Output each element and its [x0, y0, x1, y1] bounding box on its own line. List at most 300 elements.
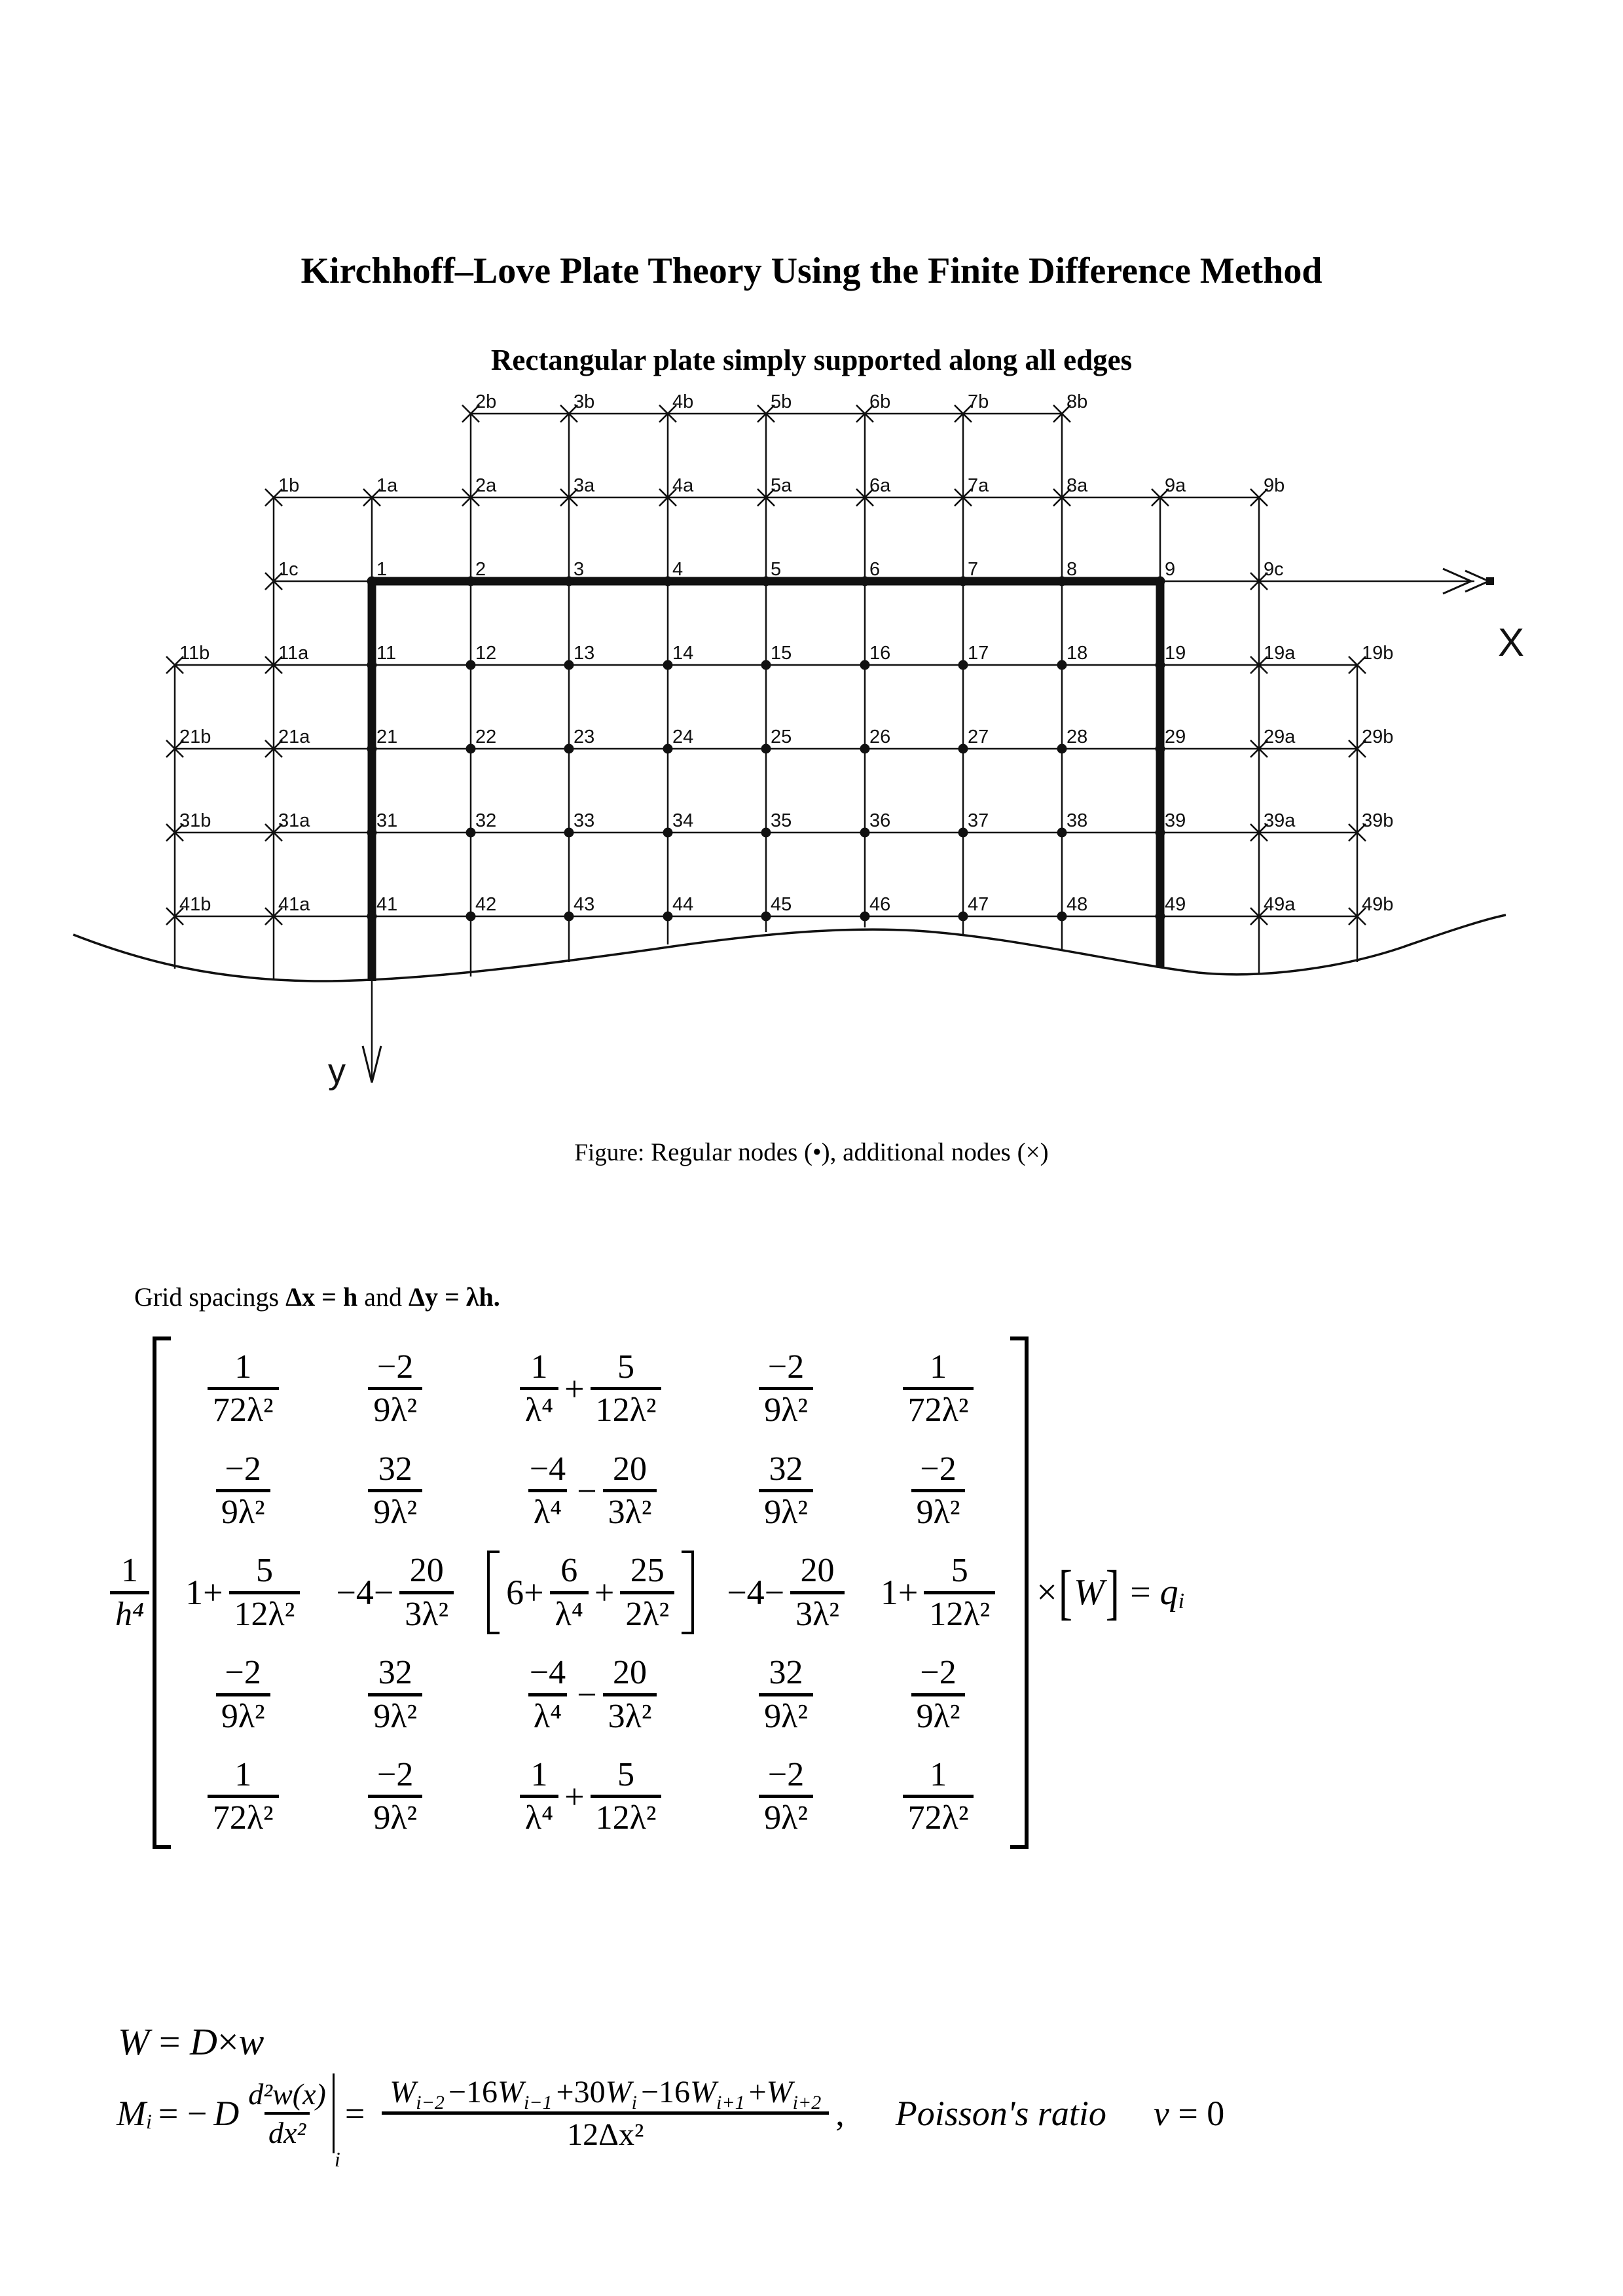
moment-symbol: M	[117, 2094, 146, 2134]
fraction-denominator: 72λ²	[208, 1795, 279, 1838]
regular-node-dot-marker	[958, 660, 968, 670]
node-label: 19a	[1264, 643, 1296, 664]
node-label: 33	[574, 810, 595, 831]
page-title: Kirchhoff–Love Plate Theory Using the Finite Difference Method	[301, 251, 1322, 291]
matrix-fraction	[399, 1551, 454, 1634]
fraction-denominator: 9λ²	[759, 1387, 813, 1430]
poisson-ratio-label: Poisson's ratio	[895, 2094, 1106, 2134]
matrix-fraction	[520, 1347, 558, 1431]
w-term: W	[390, 2075, 416, 2109]
fraction-numerator: 25	[630, 1552, 665, 1590]
matrix-cell	[900, 1347, 977, 1431]
fraction-denominator: λ⁴	[528, 1489, 567, 1532]
fraction-numerator: 5	[617, 1755, 635, 1793]
matrix-term-text: −4−	[727, 1573, 785, 1613]
fraction-denominator: 3λ²	[603, 1693, 657, 1736]
node-label: 7a	[968, 475, 989, 496]
node-label: 8a	[1067, 475, 1088, 496]
fraction-numerator: −2	[225, 1654, 261, 1692]
fraction-denominator: 9λ²	[759, 1693, 813, 1736]
matrix-cell	[521, 1653, 661, 1736]
regular-node-dot-marker	[1156, 660, 1165, 670]
regular-node-dot-marker	[958, 577, 968, 586]
matrix-cell	[908, 1449, 969, 1533]
matrix-fraction	[208, 1347, 279, 1431]
load-subscript: i	[1178, 1589, 1185, 1614]
fraction-numerator: 32	[378, 1654, 412, 1692]
w-equals: =	[149, 2020, 191, 2063]
matrix-fraction	[759, 1755, 813, 1839]
fraction-denominator: λ⁴	[528, 1693, 567, 1736]
node-label: 1b	[278, 475, 300, 496]
node-label: 4	[672, 559, 684, 580]
matrix-cell	[365, 1347, 426, 1431]
matrix-term-text: 1+	[880, 1573, 919, 1613]
regular-node-dot-marker	[1057, 912, 1067, 922]
matrix-cell	[878, 1551, 998, 1634]
fraction-numerator: −2	[767, 1348, 805, 1386]
matrix-fraction	[903, 1755, 974, 1839]
matrix-fraction	[759, 1347, 813, 1431]
regular-node-dot-marker	[1156, 744, 1165, 754]
fraction-numerator: 32	[769, 1450, 803, 1488]
fraction-denominator: 9λ²	[368, 1795, 422, 1838]
grid-spacing-dx: Δx = h	[285, 1282, 358, 1312]
fraction-denominator: 9λ²	[216, 1693, 270, 1736]
node-label: 9c	[1264, 559, 1284, 580]
fraction-denominator: 9λ²	[759, 1795, 813, 1838]
matrix-cell	[756, 1755, 816, 1839]
regular-node-dot-marker	[1057, 577, 1067, 586]
matrix-term-text: −	[577, 1675, 597, 1715]
w-term: W	[497, 2075, 524, 2109]
matrix-cell	[204, 1347, 282, 1431]
x-axis-tip	[1486, 577, 1494, 585]
node-label: 42	[475, 894, 497, 915]
matrix-cell	[517, 1755, 665, 1839]
regular-node-dot-marker	[761, 577, 771, 586]
node-label: 26	[869, 726, 891, 747]
w-term: W	[766, 2075, 793, 2109]
matrix-term-text: −4−	[336, 1573, 394, 1613]
regular-node-dot-marker	[860, 828, 870, 838]
w-term: W	[690, 2075, 716, 2109]
matrix-term-text: 1+	[185, 1573, 223, 1613]
node-label: 29	[1165, 726, 1186, 747]
matrix-fraction	[550, 1551, 589, 1634]
nu-value: = 0	[1169, 2094, 1225, 2134]
w-term: W	[605, 2075, 632, 2109]
moment-equals2: =	[344, 2094, 365, 2134]
w-cap: W	[118, 2020, 150, 2063]
fraction-numerator: 1	[930, 1755, 947, 1793]
node-label: 15	[771, 643, 792, 664]
regular-node-dot-marker	[860, 744, 870, 754]
node-label: 39a	[1264, 810, 1296, 831]
inner-left-bracket	[487, 1551, 500, 1634]
difference-fraction	[382, 2073, 829, 2153]
node-label: 19b	[1362, 643, 1394, 664]
node-label: 44	[672, 894, 694, 915]
fraction-denominator: 9λ²	[911, 1693, 966, 1736]
load-symbol: q	[1159, 1572, 1178, 1613]
node-label: 48	[1067, 894, 1088, 915]
node-label: 14	[672, 643, 694, 664]
node-label: 43	[574, 894, 595, 915]
node-label: 8	[1067, 559, 1078, 580]
fraction-numerator: 1	[234, 1755, 252, 1793]
regular-node-dot-marker	[761, 744, 771, 754]
matrix-fraction	[911, 1653, 966, 1736]
regular-node-dot-marker	[367, 912, 377, 922]
regular-node-dot-marker	[466, 744, 476, 754]
matrix-cell	[756, 1449, 816, 1533]
fraction-denominator: 72λ²	[903, 1795, 974, 1838]
node-label: 7b	[968, 391, 989, 412]
matrix-cell	[213, 1449, 274, 1533]
y-axis-label: y	[328, 1052, 346, 1091]
matrix-fraction	[524, 1653, 571, 1736]
fraction-numerator: −2	[767, 1755, 805, 1793]
matrix-fraction	[368, 1653, 422, 1736]
matrix-fraction	[591, 1347, 662, 1431]
node-label: 1c	[278, 559, 299, 580]
matrix-cell	[756, 1347, 816, 1431]
fraction-numerator: 1	[234, 1348, 252, 1386]
node-label: 5b	[771, 391, 792, 412]
fraction-numerator: 5	[255, 1552, 273, 1590]
fraction-numerator: −2	[377, 1755, 414, 1793]
w-open-bracket: [	[1058, 1558, 1073, 1626]
matrix-term-text: +	[564, 1369, 585, 1408]
regular-node-dot-marker	[860, 660, 870, 670]
fraction-numerator: 32	[769, 1654, 803, 1692]
plate-break-wave	[73, 915, 1506, 981]
matrix-fraction	[524, 1449, 571, 1533]
node-label: 4b	[672, 391, 694, 412]
node-label: 5	[771, 559, 782, 580]
fraction-denominator: 9λ²	[759, 1489, 813, 1532]
node-label: 7	[968, 559, 979, 580]
node-label: 37	[968, 810, 989, 831]
w-term-subscript: i	[631, 2092, 637, 2113]
node-label: 4a	[672, 475, 694, 496]
node-label: 8b	[1067, 391, 1088, 412]
matrix-fraction	[520, 1755, 558, 1839]
regular-node-dot-marker	[466, 660, 476, 670]
matrix-fraction	[790, 1551, 845, 1634]
matrix-cell	[517, 1347, 665, 1431]
matrix-fraction	[603, 1653, 657, 1736]
difference-coefficient: +30	[556, 2075, 606, 2109]
matrix-fraction	[603, 1449, 657, 1533]
regular-node-dot-marker	[958, 828, 968, 838]
matrix-equation	[107, 1336, 1184, 1849]
matrix-cell	[487, 1551, 694, 1634]
figure-caption	[0, 1138, 1623, 1167]
figure-caption-text: Regular nodes (•), additional nodes (×)	[644, 1138, 1049, 1166]
regular-node-dot-marker	[1057, 660, 1067, 670]
derivative-denominator: dx²	[264, 2112, 310, 2151]
fraction-numerator: −4	[529, 1654, 566, 1692]
difference-coefficient: −16	[448, 2075, 498, 2109]
figure-caption-label: Figure:	[574, 1139, 645, 1166]
fraction-numerator: 32	[378, 1450, 412, 1488]
difference-coefficient: −16	[640, 2075, 691, 2109]
matrix-cell	[183, 1551, 303, 1634]
matrix-cell	[724, 1551, 848, 1634]
regular-node-dot-marker	[1057, 744, 1067, 754]
matrix-fraction	[229, 1551, 301, 1634]
difference-denominator: 12Δx²	[382, 2111, 829, 2154]
node-label: 2b	[475, 391, 497, 412]
matrix-cell	[213, 1653, 274, 1736]
regular-node-dot-marker	[466, 828, 476, 838]
node-label: 6	[869, 559, 881, 580]
node-label: 3a	[574, 475, 595, 496]
node-label: 25	[771, 726, 792, 747]
derivative-fraction	[244, 2076, 330, 2151]
matrix-cell	[365, 1653, 426, 1736]
moment-subscript: i	[145, 2109, 152, 2133]
grid-spacing-and: and	[357, 1282, 409, 1312]
regular-node-dot-marker	[958, 912, 968, 922]
fraction-numerator: 5	[617, 1348, 635, 1386]
node-label: 19	[1165, 643, 1186, 664]
nu-symbol: ν	[1153, 2094, 1169, 2134]
coefficient-matrix	[171, 1336, 1010, 1849]
times-sign: ×	[1036, 1572, 1057, 1613]
evaluation-bar	[333, 2073, 340, 2172]
grid-spacing-note	[134, 1282, 500, 1312]
matrix-fraction	[368, 1347, 422, 1431]
regular-node-dot-marker	[564, 828, 574, 838]
fraction-denominator: 9λ²	[911, 1489, 966, 1532]
node-label: 27	[968, 726, 989, 747]
regular-node-dot-marker	[564, 577, 574, 586]
matrix-cell	[900, 1755, 977, 1839]
matrix-fraction	[911, 1449, 966, 1533]
node-label: 2a	[475, 475, 497, 496]
regular-node-dot-marker	[663, 577, 673, 586]
regular-node-dot-marker	[466, 577, 476, 586]
fraction-denominator: 12λ²	[229, 1591, 301, 1634]
node-label: 3	[574, 559, 585, 580]
fraction-denominator: 72λ²	[208, 1387, 279, 1430]
regular-node-dot-marker	[761, 660, 771, 670]
node-label: 29b	[1362, 726, 1394, 747]
fraction-numerator: 1	[530, 1348, 548, 1386]
fraction-denominator: 3λ²	[603, 1489, 657, 1532]
node-label: 34	[672, 810, 694, 831]
regular-node-dot-marker	[1057, 828, 1067, 838]
node-label: 23	[574, 726, 595, 747]
node-label: 31a	[278, 810, 310, 831]
node-label: 31	[376, 810, 398, 831]
regular-node-dot-marker	[663, 828, 673, 838]
regular-node-dot-marker	[367, 660, 377, 670]
w-vector: W	[1074, 1572, 1104, 1613]
node-label: 28	[1067, 726, 1088, 747]
node-label: 3b	[574, 391, 595, 412]
regular-node-dot-marker	[860, 912, 870, 922]
node-label: 32	[475, 810, 497, 831]
d-symbol: D	[190, 2020, 217, 2063]
matrix-cell	[756, 1653, 816, 1736]
regular-node-dot-marker	[958, 744, 968, 754]
fraction-denominator: 3λ²	[790, 1591, 845, 1634]
fraction-numerator: 20	[409, 1552, 444, 1590]
fraction-denominator: 2λ²	[620, 1591, 674, 1634]
fraction-numerator: 20	[800, 1552, 835, 1590]
matrix-cell	[365, 1755, 426, 1839]
fraction-numerator: 1	[930, 1348, 947, 1386]
regular-node-dot-marker	[663, 912, 673, 922]
node-label: 39	[1165, 810, 1186, 831]
fraction-denominator: 3λ²	[399, 1591, 454, 1634]
node-label: 46	[869, 894, 891, 915]
matrix-cell	[333, 1551, 457, 1634]
w-term-subscript: i+1	[716, 2092, 745, 2113]
node-label: 29a	[1264, 726, 1296, 747]
node-label: 49a	[1264, 894, 1296, 915]
regular-node-dot-marker	[564, 744, 574, 754]
regular-node-dot-marker	[663, 744, 673, 754]
regular-node-dot-marker	[367, 828, 377, 838]
fraction-numerator: 20	[613, 1654, 647, 1692]
regular-node-dot-marker	[564, 660, 574, 670]
fraction-denominator: 9λ²	[368, 1387, 422, 1430]
fraction-numerator: −4	[529, 1450, 566, 1488]
x-axis-label: X	[1497, 620, 1525, 664]
fraction-numerator: 6	[560, 1552, 578, 1590]
matrix-fraction	[620, 1551, 674, 1634]
regular-node-dot-marker	[367, 744, 377, 754]
node-label: 9b	[1264, 475, 1285, 496]
page-subtitle: Rectangular plate simply supported along all edges	[490, 344, 1133, 376]
matrix-right-bracket	[1010, 1336, 1029, 1849]
matrix-fraction	[368, 1449, 422, 1533]
fraction-denominator: λ⁴	[550, 1591, 589, 1634]
fraction-numerator: 5	[951, 1552, 968, 1590]
fraction-numerator: −2	[377, 1348, 414, 1386]
matrix-fraction	[208, 1755, 279, 1839]
node-label: 1	[376, 559, 388, 580]
node-label: 45	[771, 894, 792, 915]
fraction-denominator: λ⁴	[520, 1387, 558, 1430]
node-label: 6b	[869, 391, 891, 412]
matrix-cell	[908, 1653, 969, 1736]
w-close-bracket: ]	[1105, 1558, 1120, 1626]
node-label: 21a	[278, 726, 310, 747]
matrix-fraction	[591, 1755, 662, 1839]
inner-right-bracket	[682, 1551, 694, 1634]
regular-node-dot-marker	[860, 577, 870, 586]
node-label: 49	[1165, 894, 1186, 915]
node-label: 11a	[278, 643, 309, 664]
node-label: 38	[1067, 810, 1088, 831]
moment-equation	[117, 2073, 1225, 2172]
finite-difference-grid-figure	[0, 363, 1623, 1122]
grid-spacing-dy: Δy = λh.	[408, 1282, 500, 1312]
flexural-rigidity: D	[213, 2094, 240, 2134]
fraction-numerator: −2	[225, 1450, 261, 1488]
w-term-subscript: i+2	[792, 2092, 822, 2113]
fraction-numerator: 1	[530, 1755, 548, 1793]
node-label: 24	[672, 726, 694, 747]
node-label: 41b	[179, 894, 211, 915]
node-label: 11b	[179, 643, 210, 664]
matrix-fraction	[759, 1653, 813, 1736]
node-label: 31b	[179, 810, 211, 831]
w-term-subscript: i−2	[416, 2092, 445, 2113]
matrix-fraction	[924, 1551, 995, 1634]
regular-node-dot-marker	[663, 660, 673, 670]
node-label: 11	[376, 643, 397, 664]
matrix-rhs	[1036, 1558, 1185, 1626]
matrix-fraction	[759, 1449, 813, 1533]
node-label: 47	[968, 894, 989, 915]
difference-numerator	[382, 2073, 829, 2111]
equals-sign: =	[1130, 1572, 1151, 1613]
matrix-fraction	[903, 1347, 974, 1431]
difference-coefficient: +	[748, 2075, 767, 2109]
node-label: 17	[968, 643, 989, 664]
w-definition-equation	[118, 2020, 264, 2064]
fraction-denominator: 12λ²	[591, 1795, 662, 1838]
node-label: 21b	[179, 726, 211, 747]
node-label: 12	[475, 643, 497, 664]
matrix-term-text: +	[564, 1776, 585, 1816]
node-label: 16	[869, 643, 891, 664]
node-label: 39b	[1362, 810, 1394, 831]
evaluation-subscript: i	[334, 2147, 340, 2172]
matrix-term-text: −	[577, 1471, 597, 1511]
node-label: 13	[574, 643, 595, 664]
matrix-term-text: 6+	[506, 1573, 544, 1613]
node-label: 49b	[1362, 894, 1394, 915]
node-label: 22	[475, 726, 497, 747]
regular-node-dot-marker	[1156, 912, 1165, 922]
moment-equals-minus: = −	[158, 2094, 208, 2134]
node-label: 6a	[869, 475, 891, 496]
prefactor-denominator: h⁴	[110, 1591, 149, 1634]
regular-node-dot-marker	[1156, 577, 1165, 586]
fraction-denominator: λ⁴	[520, 1795, 558, 1838]
comma: ,	[835, 2094, 845, 2134]
fraction-denominator: 12λ²	[591, 1387, 662, 1430]
regular-node-dot-marker	[564, 912, 574, 922]
derivative-numerator: d²w(x)	[248, 2077, 326, 2111]
matrix-cell	[521, 1449, 661, 1533]
fraction-denominator: 72λ²	[903, 1387, 974, 1430]
prefactor-numerator: 1	[121, 1552, 139, 1590]
fraction-denominator: 9λ²	[368, 1489, 422, 1532]
regular-node-dot-marker	[466, 912, 476, 922]
nu-equation	[1154, 2093, 1224, 2134]
node-label: 41a	[278, 894, 310, 915]
matrix-fraction	[368, 1755, 422, 1839]
matrix-fraction	[216, 1653, 270, 1736]
matrix-left-bracket	[153, 1336, 171, 1849]
regular-node-dot-marker	[761, 912, 771, 922]
node-label: 18	[1067, 643, 1088, 664]
fraction-denominator: 9λ²	[368, 1693, 422, 1736]
node-label: 1a	[376, 475, 398, 496]
matrix-fraction	[216, 1449, 270, 1533]
fraction-denominator: 9λ²	[216, 1489, 270, 1532]
regular-node-dot-marker	[761, 828, 771, 838]
